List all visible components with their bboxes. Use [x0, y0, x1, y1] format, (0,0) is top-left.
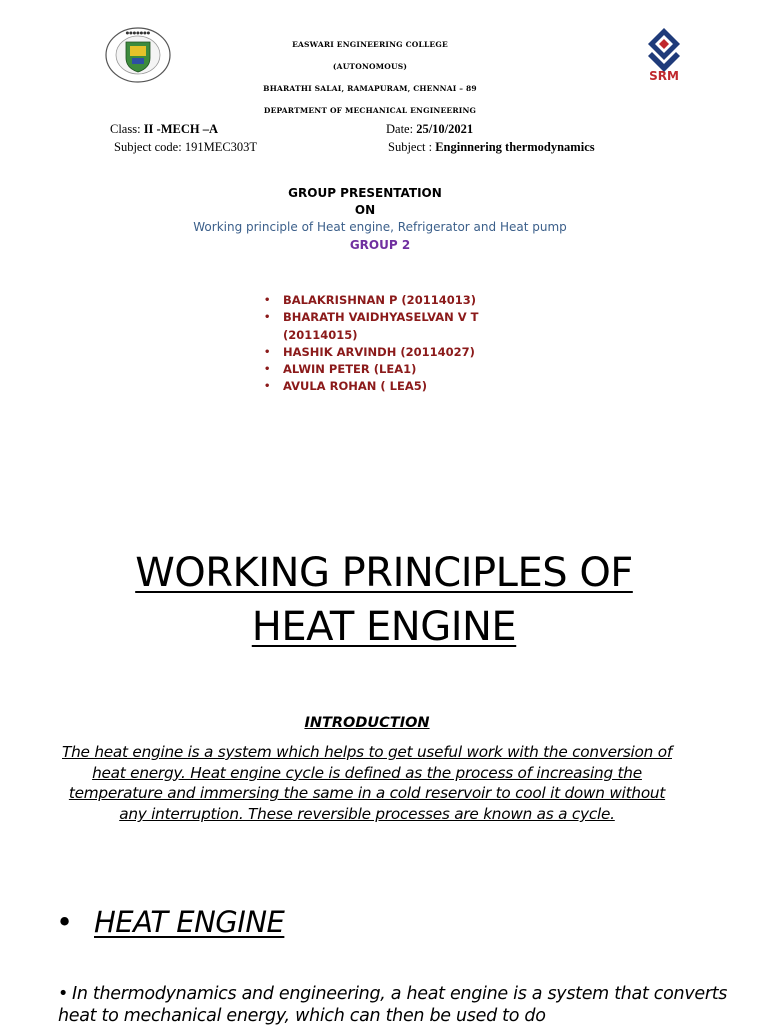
subject-code-label: Subject code:: [114, 140, 182, 154]
date-info: [386, 122, 473, 137]
list-item: • HASHIK ARVINDH (20114027): [264, 344, 475, 359]
subject-value: Enginnering thermodynamics: [435, 140, 595, 154]
page-title-line-2: HEAT ENGINE: [251, 604, 517, 650]
class-info: [110, 122, 218, 137]
page-title-line-1: WORKING PRINCIPLES OF: [135, 550, 633, 596]
section-body: [58, 983, 738, 1027]
presentation-on: ON: [354, 203, 376, 217]
subject-code-info: [114, 140, 257, 155]
subject-info: [388, 140, 595, 155]
subject-code-value: 191MEC303T: [184, 140, 258, 154]
bullet-icon: •: [56, 905, 73, 939]
presentation-heading: GROUP PRESENTATION: [288, 186, 442, 200]
date-label: Date:: [386, 122, 414, 136]
college-address: BHARATHI SALAI, RAMAPURAM, CHENNAI – 89: [263, 84, 477, 93]
srm-logo-text: SRM: [649, 69, 679, 82]
subject-label: Subject :: [388, 140, 433, 154]
bullet-icon: •: [58, 984, 69, 1004]
section-body-text: In thermodynamics and engineering, a heat engine is a system that converts heat to mechanical energy, which can then be used to do: [58, 984, 728, 1026]
group-label: GROUP 2: [349, 238, 411, 252]
class-value: II -MECH –A: [143, 122, 218, 136]
list-item: • AVULA ROHAN ( LEA5): [264, 379, 427, 394]
presentation-topic: Working principle of Heat engine, Refrigerator and Heat pump: [193, 220, 567, 234]
list-item: • BHARATH VAIDHYASELVAN V T (20114015): [264, 310, 479, 342]
list-item: • BALAKRISHNAN P (20114013): [264, 293, 476, 307]
introduction-heading: INTRODUCTION: [304, 715, 430, 731]
list-item: • ALWIN PETER (LEA1): [264, 362, 417, 377]
class-label: Class:: [110, 122, 141, 136]
svg-text:●●●●●●●: ●●●●●●●: [125, 30, 151, 35]
section-heading-text: HEAT ENGINE: [94, 905, 285, 939]
college-status: (AUTONOMOUS): [332, 62, 408, 71]
department-name: DEPARTMENT OF MECHANICAL ENGINEERING: [263, 106, 477, 115]
page-title: [0, 546, 768, 654]
college-emblem-logo: [104, 26, 172, 84]
srm-logo: [640, 26, 688, 82]
section-heading: [56, 905, 284, 949]
date-value: 25/10/2021: [416, 122, 474, 136]
introduction-paragraph: The heat engine is a system which helps to get useful work with the conversion of heat energy. Heat engine cycle is defined as the process of increasing the temperature and immersing the same in a cold reservoir to cool it down without any interruption. These reversible processes are known as a cycle.: [62, 743, 672, 824]
member-list: [262, 292, 523, 396]
college-name: EASWARI ENGINEERING COLLEGE: [292, 40, 448, 49]
